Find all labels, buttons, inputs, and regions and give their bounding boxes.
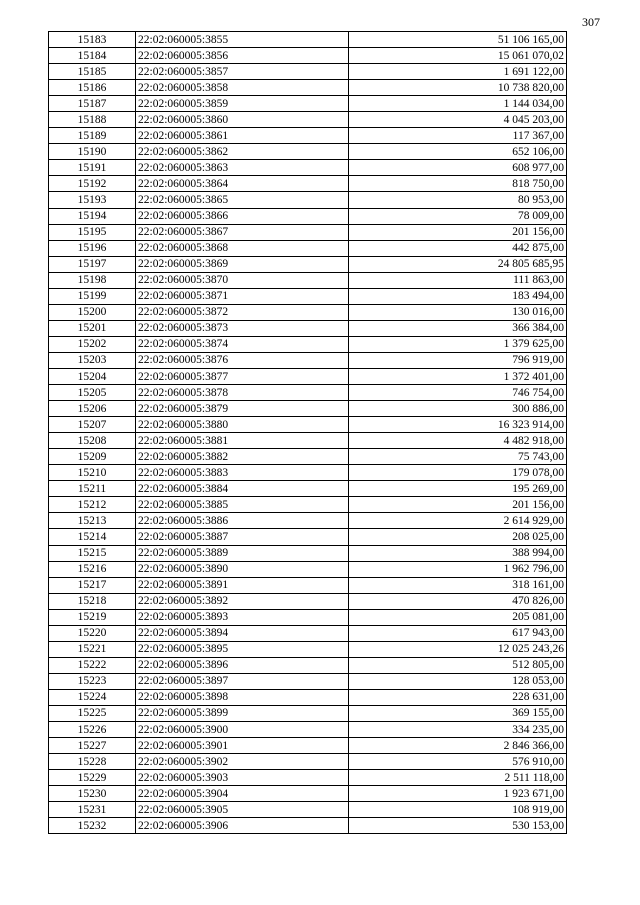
table-row [49,609,567,625]
cadastral-number-cell: 22:02:060005:3902 [136,754,349,770]
table-row [49,401,567,417]
cadastral-value-cell: 111 863,00 [349,272,567,288]
cadastral-number-cell: 22:02:060005:3872 [136,304,349,320]
row-number-cell: 15221 [49,641,136,657]
cadastral-value-cell: 24 805 685,95 [349,256,567,272]
table-row [49,577,567,593]
cadastral-value-cell: 228 631,00 [349,689,567,705]
cadastral-value-cell: 300 886,00 [349,401,567,417]
table-row [49,80,567,96]
row-number-cell: 15198 [49,272,136,288]
table-row [49,481,567,497]
row-number-cell: 15192 [49,176,136,192]
row-number-cell: 15228 [49,754,136,770]
cadastral-value-cell: 1 372 401,00 [349,368,567,384]
row-number-cell: 15224 [49,689,136,705]
row-number-cell: 15211 [49,481,136,497]
cadastral-value-cell: 369 155,00 [349,705,567,721]
cadastral-number-cell: 22:02:060005:3862 [136,144,349,160]
table-row [49,625,567,641]
row-number-cell: 15220 [49,625,136,641]
cadastral-number-cell: 22:02:060005:3893 [136,609,349,625]
cadastral-number-cell: 22:02:060005:3894 [136,625,349,641]
row-number-cell: 15208 [49,433,136,449]
cadastral-number-cell: 22:02:060005:3880 [136,417,349,433]
table-row [49,657,567,673]
row-number-cell: 15227 [49,738,136,754]
row-number-cell: 15214 [49,529,136,545]
table-row [49,256,567,272]
cadastral-number-cell: 22:02:060005:3856 [136,48,349,64]
table-row [49,96,567,112]
cadastral-value-cell: 195 269,00 [349,481,567,497]
cadastral-number-cell: 22:02:060005:3871 [136,288,349,304]
table-row [49,160,567,176]
cadastral-number-cell: 22:02:060005:3885 [136,497,349,513]
cadastral-number-cell: 22:02:060005:3883 [136,465,349,481]
cadastral-value-cell: 208 025,00 [349,529,567,545]
table-row [49,64,567,80]
cadastral-value-cell: 179 078,00 [349,465,567,481]
table-row [49,786,567,802]
cadastral-value-cell: 128 053,00 [349,673,567,689]
row-number-cell: 15185 [49,64,136,80]
table-row [49,32,567,48]
cadastral-value-cell: 12 025 243,26 [349,641,567,657]
cadastral-value-cell: 51 106 165,00 [349,32,567,48]
cadastral-number-cell: 22:02:060005:3864 [136,176,349,192]
cadastral-number-cell: 22:02:060005:3903 [136,770,349,786]
cadastral-value-cell: 746 754,00 [349,385,567,401]
cadastral-number-cell: 22:02:060005:3867 [136,224,349,240]
cadastral-value-cell: 2 511 118,00 [349,770,567,786]
table-row [49,240,567,256]
row-number-cell: 15186 [49,80,136,96]
cadastral-number-cell: 22:02:060005:3884 [136,481,349,497]
cadastral-value-cell: 1 144 034,00 [349,96,567,112]
table-row [49,192,567,208]
row-number-cell: 15226 [49,722,136,738]
table-row [49,513,567,529]
cadastral-value-cell: 334 235,00 [349,722,567,738]
cadastral-number-cell: 22:02:060005:3863 [136,160,349,176]
cadastral-value-cell: 512 805,00 [349,657,567,673]
cadastral-value-cell: 205 081,00 [349,609,567,625]
cadastral-number-cell: 22:02:060005:3900 [136,722,349,738]
row-number-cell: 15187 [49,96,136,112]
table-row [49,673,567,689]
cadastral-value-cell: 130 016,00 [349,304,567,320]
cadastral-value-cell: 1 691 122,00 [349,64,567,80]
row-number-cell: 15190 [49,144,136,160]
cadastral-number-cell: 22:02:060005:3905 [136,802,349,818]
cadastral-value-cell: 1 962 796,00 [349,561,567,577]
table-row [49,818,567,834]
table-row [49,545,567,561]
cadastral-number-cell: 22:02:060005:3881 [136,433,349,449]
cadastral-value-cell: 617 943,00 [349,625,567,641]
cadastral-value-cell: 1 923 671,00 [349,786,567,802]
cadastral-number-cell: 22:02:060005:3873 [136,320,349,336]
row-number-cell: 15223 [49,673,136,689]
cadastral-value-cell: 78 009,00 [349,208,567,224]
cadastral-value-cell: 4 482 918,00 [349,433,567,449]
cadastral-value-cell: 75 743,00 [349,449,567,465]
table-row [49,352,567,368]
cadastral-value-cell: 4 045 203,00 [349,112,567,128]
cadastral-number-cell: 22:02:060005:3870 [136,272,349,288]
cadastral-number-cell: 22:02:060005:3861 [136,128,349,144]
cadastral-value-cell: 2 846 366,00 [349,738,567,754]
table-row [49,705,567,721]
row-number-cell: 15215 [49,545,136,561]
cadastral-number-cell: 22:02:060005:3866 [136,208,349,224]
table-row [49,144,567,160]
cadastral-value-cell: 318 161,00 [349,577,567,593]
cadastral-value-cell: 470 826,00 [349,593,567,609]
cadastral-number-cell: 22:02:060005:3860 [136,112,349,128]
cadastral-value-cell: 10 738 820,00 [349,80,567,96]
table-row [49,802,567,818]
table-row [49,176,567,192]
table-row [49,304,567,320]
row-number-cell: 15202 [49,336,136,352]
page-number: 307 [582,15,600,29]
row-number-cell: 15212 [49,497,136,513]
table-row [49,48,567,64]
row-number-cell: 15229 [49,770,136,786]
cadastral-value-table [48,31,567,834]
cadastral-value-cell: 15 061 070,02 [349,48,567,64]
table-row [49,336,567,352]
cadastral-number-cell: 22:02:060005:3882 [136,449,349,465]
row-number-cell: 15195 [49,224,136,240]
row-number-cell: 15210 [49,465,136,481]
row-number-cell: 15194 [49,208,136,224]
cadastral-value-cell: 2 614 929,00 [349,513,567,529]
row-number-cell: 15225 [49,705,136,721]
row-number-cell: 15204 [49,368,136,384]
table-body [49,32,567,834]
table-row [49,320,567,336]
row-number-cell: 15200 [49,304,136,320]
table-row [49,208,567,224]
cadastral-value-cell: 201 156,00 [349,224,567,240]
row-number-cell: 15205 [49,385,136,401]
row-number-cell: 15206 [49,401,136,417]
cadastral-number-cell: 22:02:060005:3897 [136,673,349,689]
cadastral-value-cell: 201 156,00 [349,497,567,513]
cadastral-value-cell: 117 367,00 [349,128,567,144]
row-number-cell: 15209 [49,449,136,465]
row-number-cell: 15183 [49,32,136,48]
row-number-cell: 15219 [49,609,136,625]
table-row [49,272,567,288]
cadastral-number-cell: 22:02:060005:3886 [136,513,349,529]
row-number-cell: 15203 [49,352,136,368]
row-number-cell: 15188 [49,112,136,128]
table-row [49,770,567,786]
cadastral-number-cell: 22:02:060005:3892 [136,593,349,609]
cadastral-number-cell: 22:02:060005:3906 [136,818,349,834]
cadastral-number-cell: 22:02:060005:3887 [136,529,349,545]
row-number-cell: 15196 [49,240,136,256]
table-row [49,112,567,128]
cadastral-number-cell: 22:02:060005:3859 [136,96,349,112]
cadastral-value-cell: 818 750,00 [349,176,567,192]
cadastral-number-cell: 22:02:060005:3901 [136,738,349,754]
cadastral-value-cell: 108 919,00 [349,802,567,818]
cadastral-number-cell: 22:02:060005:3878 [136,385,349,401]
cadastral-number-cell: 22:02:060005:3876 [136,352,349,368]
cadastral-number-cell: 22:02:060005:3855 [136,32,349,48]
cadastral-number-cell: 22:02:060005:3896 [136,657,349,673]
cadastral-value-cell: 388 994,00 [349,545,567,561]
cadastral-number-cell: 22:02:060005:3868 [136,240,349,256]
cadastral-value-cell: 442 875,00 [349,240,567,256]
cadastral-number-cell: 22:02:060005:3889 [136,545,349,561]
cadastral-number-cell: 22:02:060005:3904 [136,786,349,802]
table-row [49,754,567,770]
cadastral-number-cell: 22:02:060005:3857 [136,64,349,80]
cadastral-number-cell: 22:02:060005:3891 [136,577,349,593]
cadastral-number-cell: 22:02:060005:3865 [136,192,349,208]
cadastral-number-cell: 22:02:060005:3898 [136,689,349,705]
cadastral-number-cell: 22:02:060005:3869 [136,256,349,272]
row-number-cell: 15199 [49,288,136,304]
row-number-cell: 15230 [49,786,136,802]
row-number-cell: 15191 [49,160,136,176]
table-row [49,449,567,465]
row-number-cell: 15213 [49,513,136,529]
table-row [49,128,567,144]
table-row [49,497,567,513]
row-number-cell: 15217 [49,577,136,593]
row-number-cell: 15197 [49,256,136,272]
table-row [49,417,567,433]
row-number-cell: 15216 [49,561,136,577]
cadastral-value-cell: 608 977,00 [349,160,567,176]
cadastral-number-cell: 22:02:060005:3874 [136,336,349,352]
table-row [49,641,567,657]
cadastral-value-cell: 652 106,00 [349,144,567,160]
table-row [49,738,567,754]
table-row [49,433,567,449]
cadastral-number-cell: 22:02:060005:3879 [136,401,349,417]
cadastral-number-cell: 22:02:060005:3895 [136,641,349,657]
row-number-cell: 15222 [49,657,136,673]
table-row [49,722,567,738]
table-row [49,561,567,577]
cadastral-value-cell: 80 953,00 [349,192,567,208]
row-number-cell: 15231 [49,802,136,818]
row-number-cell: 15207 [49,417,136,433]
table-row [49,689,567,705]
cadastral-number-cell: 22:02:060005:3877 [136,368,349,384]
table-row [49,465,567,481]
cadastral-value-cell: 796 919,00 [349,352,567,368]
cadastral-number-cell: 22:02:060005:3890 [136,561,349,577]
row-number-cell: 15184 [49,48,136,64]
cadastral-value-cell: 530 153,00 [349,818,567,834]
cadastral-number-cell: 22:02:060005:3899 [136,705,349,721]
table-row [49,368,567,384]
row-number-cell: 15193 [49,192,136,208]
table-row [49,288,567,304]
row-number-cell: 15218 [49,593,136,609]
cadastral-value-cell: 16 323 914,00 [349,417,567,433]
row-number-cell: 15189 [49,128,136,144]
table-row [49,593,567,609]
row-number-cell: 15232 [49,818,136,834]
cadastral-value-cell: 576 910,00 [349,754,567,770]
table-row [49,224,567,240]
table-row [49,385,567,401]
cadastral-value-cell: 1 379 625,00 [349,336,567,352]
table-row [49,529,567,545]
cadastral-value-cell: 366 384,00 [349,320,567,336]
row-number-cell: 15201 [49,320,136,336]
cadastral-value-cell: 183 494,00 [349,288,567,304]
cadastral-number-cell: 22:02:060005:3858 [136,80,349,96]
